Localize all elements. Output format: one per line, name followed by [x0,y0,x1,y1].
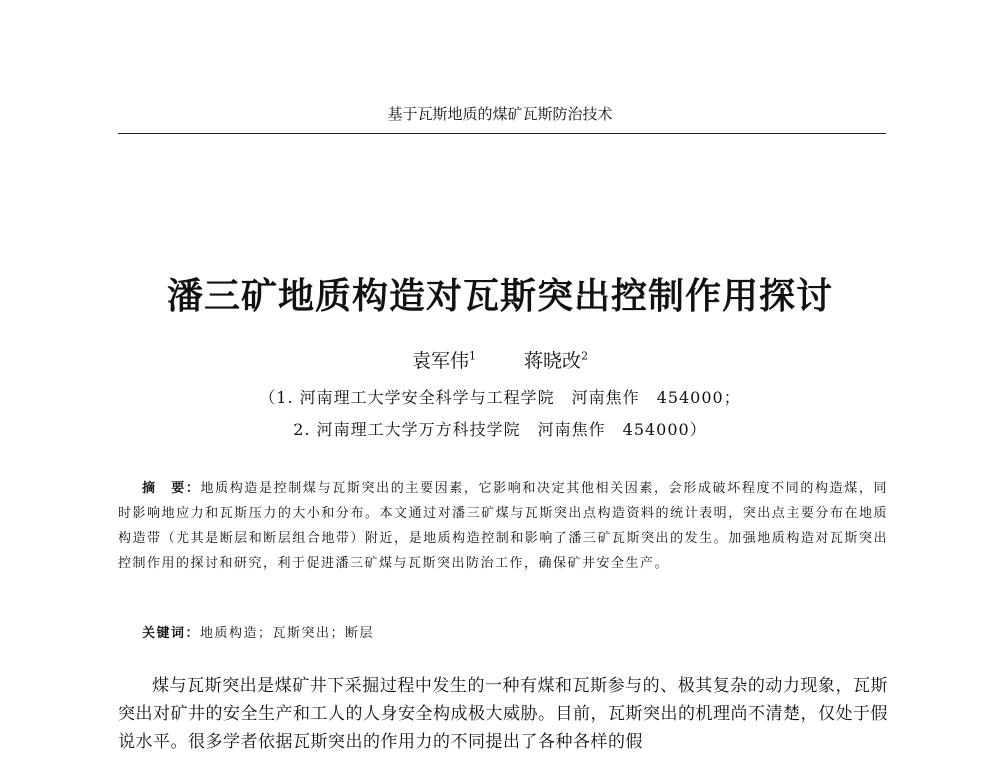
author-name: 蒋晓改 [524,350,582,372]
author-affil-mark: 2 [581,349,589,363]
affiliation: （1. 河南理工大学安全科学与工程学院 河南焦作 454000； [259,388,741,407]
abstract-label: 摘 要： [142,481,201,496]
body-paragraph: 煤与瓦斯突出是煤矿井下采掘过程中发生的一种有煤和瓦斯参与的、极其复杂的动力现象，瓦斯突出对矿井的安全生产和工人的人身安全构成极大威胁。目前，瓦斯突出的机理尚不清楚，仅处于假说水平。很多学者依据瓦斯突出的作用力的不同提出了各种各样的假 [118,676,888,752]
paper-title: 潘三矿地质构造对瓦斯突出控制作用探讨 [166,276,833,317]
keywords [142,622,374,641]
abstract-text: 地质构造是控制煤与瓦斯突出的主要因素，它影响和决定其他相关因素，会形成破坏程度不同的构造煤，同时影响地应力和瓦斯压力的大小和分布。本文通过对潘三矿煤与瓦斯突出点构造资料的统计表明，突出点主要分布在地质构造带（尤其是断层和断层组合地带）附近，是地质构造控制和影响了潘三矿瓦斯突出的发生。加强地质构造对瓦斯突出控制作用的探讨和研究，利于促进潘三矿煤与瓦斯突出防治工作，确保矿井安全生产。 [118,481,888,571]
abstract [118,476,888,576]
keywords-label: 关键词： [142,626,201,641]
header-rule [118,133,886,134]
author-line [0,346,1000,373]
author-affil-mark: 1 [468,349,476,363]
keywords-text: 地质构造；瓦斯突出；断层 [200,626,375,641]
author-name: 袁军伟 [411,350,469,372]
affiliation: 2. 河南理工大学万方科技学院 河南焦作 454000） [293,420,707,439]
running-header: 基于瓦斯地质的煤矿瓦斯防治技术 [387,105,613,123]
